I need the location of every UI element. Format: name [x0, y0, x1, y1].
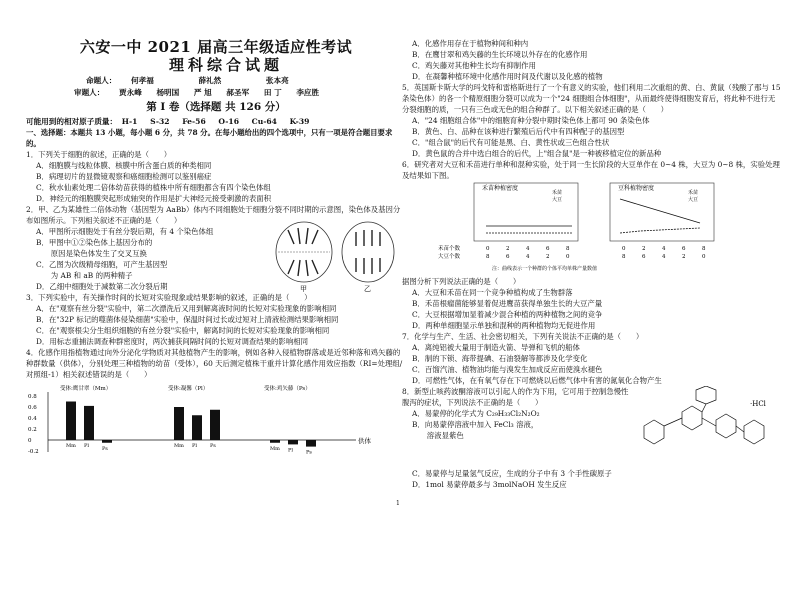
- bar: [84, 406, 94, 440]
- option: D．神经元的细胞膜突起形成轴突的作用是扩大神经元接受刺激的表面积: [36, 194, 272, 203]
- bar: [174, 407, 184, 440]
- question-4-stem: 4．化感作用指植物通过向外分泌化学物质对其他植物产生的影响，例如各种入侵植物群落或是近邻种落和鸡矢藤的种群数量（供体），分别处理三种植物的幼苗（受体），60 天后测定植株干重并计算化感作用效应指数（RI=处理组/对照组-1）相关叙述错误的是（ ）: [26, 348, 403, 379]
- x-tick-label: 2: [546, 254, 550, 260]
- y-tick-label: 0.6: [28, 405, 37, 411]
- reviewer-name: 李应胜: [296, 88, 320, 97]
- proposer-label: 命题人：: [86, 76, 117, 85]
- option: B．制的下锁、海带提碘、石油裂解等都涉及化学变化: [412, 354, 588, 363]
- x-row2-label: 大豆个数: [438, 254, 461, 260]
- option: C．秋水仙素处理二倍体幼苗获得的植株中所有细胞都含有四个染色体组: [36, 183, 271, 192]
- atomic-mass: Cu-64: [251, 117, 277, 126]
- x-tick-label: 4: [526, 254, 530, 260]
- reviewer-name: 田 丁: [263, 88, 282, 97]
- x-tick-label: 4: [662, 246, 666, 252]
- reviewer-name: 严 旭: [193, 88, 212, 97]
- question-7-stem: 7．化学与生产、生活、社会密切相关，下列有关说法不正确的是（ ）: [402, 332, 644, 341]
- x-tick-label: 8: [622, 254, 626, 260]
- question-8-body: [402, 400, 782, 468]
- option: D．用标志重捕法调查种群密度时，两次捕获间隔时间的长短对调查结果的影响相同: [36, 337, 308, 346]
- x-tick-label: 2: [642, 246, 646, 252]
- bar: [66, 402, 76, 441]
- y-tick-label: 0: [28, 438, 32, 444]
- legend-a: 禾苗: [552, 190, 563, 196]
- option: C．百馏汽油、植物油均能与溴发生加成反应而使溴水褪色: [412, 365, 603, 374]
- page-number: 1: [396, 500, 400, 507]
- option: C．大豆根据增加显着减少混合种植的两种植物之间的竞争: [412, 310, 603, 319]
- option: C．在"观察根尖分生组织细胞的有丝分裂"实验中，解离时间的长短对实验现象的影响相同: [36, 326, 330, 335]
- category-label: Mm: [66, 443, 76, 449]
- option: B．在"32P 标记的噬菌体侵染细菌"实验中，保温时间过长或过短对上清液检测结果影响相同: [36, 315, 339, 324]
- question-2-stem: 2．甲、乙为某雄性二倍体动物（基因型为 AaBb）体内不同细胞处于细胞分裂不同时期的示意图，染色体及基因分布如图所示。下列相关叙述不正确的是（ ）: [26, 205, 401, 225]
- panel-title: 受体:鸡矢藤（Ps）: [264, 386, 311, 392]
- exam-title: 六安一中 2021 届高三年级适应性考试: [79, 38, 353, 56]
- y-tick-label: 0.8: [28, 394, 37, 400]
- figure-label-yi: 乙: [364, 285, 371, 293]
- option: A．化感作用存在于植物种间和种内: [412, 39, 529, 48]
- question-2-body: [26, 226, 406, 292]
- right-column: [402, 0, 782, 599]
- atomic-mass: Fe-56: [182, 117, 206, 126]
- legend-b: 大豆: [688, 197, 699, 203]
- question-1-stem: 1．下列关于细胞的叙述，正确的是（ ）: [26, 150, 172, 159]
- x-tick-label: 0: [486, 246, 490, 252]
- panel-title: 受体:凝馨（Pl）: [168, 386, 209, 392]
- option: C．易蒙停与足量氢气反应，生成的分子中有 3 个手性碳原子: [412, 469, 612, 478]
- title-block: [26, 38, 406, 75]
- x-ticks: [486, 246, 706, 260]
- allelopathy-chart: [26, 380, 406, 462]
- y-tick-label: 0.4: [28, 416, 37, 422]
- y-tick-label: 0.2: [28, 427, 37, 433]
- question-8-stem: 8．新型止咳药波酮溶液可以引起人的作为下用，它可用于控制急慢性腹泻的症状，下列说法不正确的是（ ）: [402, 387, 629, 407]
- question-5-stem: 5．英国斯卡斯大学的玛戈特和雷格斯进行了一个有意义的实验，他们利用二次重组的黄、白、黄鼠（残酸了那与 15 条染色体）的各一个精原细胞分裂可以成为一个"24 细胞组合体细胞"，从而最终使得细胞发育后，将此种不进行无分裂细胞的质，一只有三色或无色的组合种群了。以下相关叙述正确的是（ ）: [402, 83, 781, 114]
- option: A．"24 细胞组合体"中的细胞育种分裂中期时染色体上都可 90 条染色体: [412, 116, 650, 125]
- question-6-followup: 据图分析下列说法正确的是（ ）: [402, 277, 521, 286]
- bar: [306, 440, 316, 447]
- option: A．离纯铝被大量用于制造火箭、导弹和飞机的船体: [412, 343, 580, 352]
- option: C．鸡矢藤对其他种生长均有抑制作用: [412, 61, 536, 70]
- series-line: [620, 228, 700, 233]
- option: B．向易蒙停溶液中加入 FeCl₃ 溶液，: [412, 420, 539, 429]
- question-2-options: [26, 226, 266, 292]
- cell-division-figure: [272, 216, 402, 294]
- proposer-name: 何孝福: [131, 76, 154, 85]
- atomic-mass: S-32: [150, 117, 170, 126]
- option: B．禾苗根瘤菌能够显着促进鹰苗获得单独生长的大豆产量: [412, 299, 603, 308]
- x-tick-label: 0: [622, 246, 626, 252]
- option: B．在鹰甘翠和鸡矢藤的生长环境以外存在的化感作用: [412, 50, 588, 59]
- loperamide-structure: [630, 386, 780, 456]
- bar: [102, 440, 112, 443]
- option: D．可燃性气体，在有氧气存在下可燃烧以后燃气体中有害的氮氧化合物产生: [412, 376, 662, 385]
- supply-label: 供体: [358, 437, 371, 445]
- option: B．病理切片的显微镜观察和癌细胞检测可以鉴别癌症: [36, 172, 212, 181]
- atomic-mass: H-1: [121, 117, 138, 126]
- option: D．两种单细胞显示单独和混种的两种植物均无促进作用: [412, 321, 596, 330]
- chart-caption: 注：曲线表示一个种群的个体平均单株产量数值: [492, 266, 598, 272]
- option: D．黄色鼠的合并中选白组合的后代，上"组合鼠"是一种被移植定位的新品种: [412, 149, 662, 158]
- x-tick-label: 6: [546, 246, 550, 252]
- y-tick-label: -0.2: [28, 449, 39, 455]
- option: 原因是染色体发生了交叉互换: [36, 249, 147, 258]
- atomic-mass: O-16: [218, 117, 240, 126]
- panel-title: 受体:鹰甘翠（Mm）: [60, 386, 112, 392]
- x-tick-label: 4: [662, 254, 666, 260]
- left-column: [26, 0, 406, 561]
- option: B．甲图中①②染色体上基因分布的: [36, 238, 153, 247]
- option: A．大豆和禾苗在同一个竞争种植构成了生物群落: [412, 288, 573, 297]
- question-8-options: [402, 408, 632, 441]
- reviewer-name: 贾永峰: [119, 88, 142, 97]
- atomic-label: 可能用到的相对原子质量：: [26, 117, 118, 126]
- proposer-name: 张本亮: [265, 76, 289, 85]
- question-6-stem: 6．研究者对大豆和禾苗进行单种和混种实验，处于同一生长阶段的大豆单作在 0~4 株，大豆为 0~8 株，实验处理及结果如下图。: [402, 160, 780, 180]
- option: D．1mol 易蒙停最多与 3molNaOH 发生反应: [412, 480, 567, 489]
- proposer-name: 薛礼然: [198, 76, 222, 85]
- exam-subtitle: 理科综合试题: [168, 56, 283, 74]
- category-label: Pl: [84, 443, 89, 449]
- x-tick-label: 6: [506, 254, 510, 260]
- salt-label: ·HCl: [750, 400, 766, 408]
- category-label: Pl: [288, 447, 293, 454]
- category-label: Mm: [270, 445, 280, 452]
- category-label: Mm: [174, 443, 184, 449]
- reviewer-name: 杨明国: [156, 88, 180, 97]
- option: D．在凝馨种植环境中化感作用时间及代谢以及化感的植物: [412, 72, 603, 81]
- option: A．在"观察有丝分裂"实验中，第二次漂洗后又用到解离液时间的长短对实验现象的影响相同: [36, 304, 337, 313]
- atomic-masses: [26, 116, 406, 127]
- x-row1-label: 禾苗个数: [438, 246, 461, 252]
- section-title: 第 I 卷（选择题 共 126 分）: [146, 101, 286, 113]
- chart-right-title: 豆科植物密度: [618, 185, 655, 192]
- figure-label-jia: 甲: [300, 285, 307, 293]
- category-label: Pl: [192, 443, 197, 449]
- x-tick-label: 8: [486, 254, 490, 260]
- reviewers-line: [74, 87, 406, 99]
- proposers-line: [86, 75, 406, 87]
- instructions: 一、选择题：本题共 13 小题，每小题 6 分，共 78 分。在每小题给出的四个选项中，只有一项是符合题目要求的。: [26, 128, 393, 148]
- option: 为 AB 和 aB 的两种精子: [36, 271, 133, 280]
- option: C．"组合鼠"的后代有可能是黑、白、黄性状或三色组合性状: [412, 138, 610, 147]
- option: A．易蒙停的化学式为 C₂₉H₃₃Cl₂N₂O₂: [412, 409, 540, 418]
- category-label: Ps: [102, 445, 108, 452]
- x-tick-label: 8: [702, 246, 706, 252]
- category-label: Ps: [306, 449, 312, 456]
- x-tick-label: 4: [526, 246, 530, 252]
- chart-left-title: 禾苗种植密度: [482, 185, 519, 192]
- category-label: Ps: [210, 443, 216, 449]
- legend-a: 禾苗: [688, 190, 699, 196]
- x-tick-label: 0: [702, 254, 706, 260]
- option: D．乙细中细胞处于减数第二次分裂后期: [36, 282, 168, 291]
- bar: [270, 440, 280, 443]
- option: A．甲图所示细胞处于有丝分裂后期，有 4 个染色体组: [36, 227, 214, 236]
- bar: [288, 440, 298, 444]
- bar: [210, 410, 220, 440]
- x-tick-label: 8: [566, 246, 570, 252]
- option: C．乙图为次级精母细胞，可产生基因型: [36, 260, 168, 269]
- x-tick-label: 0: [566, 254, 570, 260]
- option: 溶液显紫色: [412, 431, 464, 440]
- x-tick-label: 2: [506, 246, 510, 252]
- reviewer-name: 郝圣军: [226, 88, 250, 97]
- legend-b: 大豆: [552, 197, 563, 203]
- option: B．黄色、白、品种在该种进行繁殖后后代中有四种配子的基因型: [412, 127, 625, 136]
- reviewer-label: 审题人：: [74, 88, 105, 97]
- x-tick-label: 6: [642, 254, 646, 260]
- growth-chart: [402, 181, 782, 273]
- option: A．细胞膜与线粒体膜、核膜中所含蛋白质的种类相同: [36, 161, 212, 170]
- bar: [192, 415, 202, 440]
- x-tick-label: 6: [682, 246, 686, 252]
- question-3-stem: 3．下列实验中，有关操作时间的长短对实验现象或结果影响的叙述，正确的是（ ）: [26, 293, 312, 302]
- atomic-mass: K-39: [289, 117, 310, 126]
- x-tick-label: 2: [682, 254, 686, 260]
